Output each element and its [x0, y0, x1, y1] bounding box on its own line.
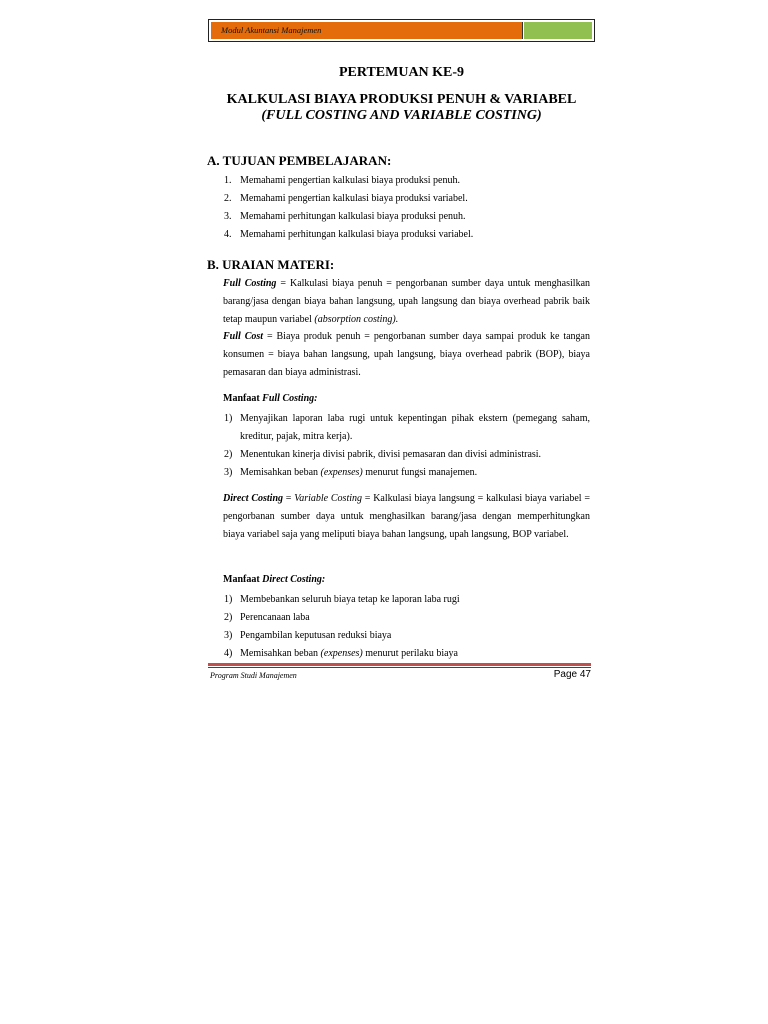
paragraph-text: = Kalkulasi biaya langsung = kalkulasi biaya variabel = pengorbanan sumber daya untuk menghasilkan barang/jasa dengan memperhitungkan biaya variabel saja yang meliputi biaya bahan langsung, upah langsung, BOP variabel. [223, 493, 591, 540]
list-item [224, 609, 590, 627]
footer-program: Program Studi Manajemen [210, 671, 297, 680]
list-item [224, 211, 594, 229]
list-item [224, 627, 590, 645]
list-number: 1) [224, 413, 233, 424]
list-item [224, 193, 594, 211]
paragraph-italic: (absorption costing). [314, 314, 399, 325]
footer-rule [208, 663, 591, 666]
equals-sign: = [283, 493, 295, 504]
term-variable-costing: Variable Costing [294, 493, 363, 504]
meeting-title: PERTEMUAN KE-9 [338, 65, 465, 80]
list-number: 1. [224, 175, 232, 186]
list-text [240, 464, 590, 482]
header-orange-band [211, 22, 523, 39]
list-number: 2) [224, 449, 233, 460]
list-item [224, 591, 590, 609]
list-text: Membebankan seluruh biaya tetap ke laporan laba rugi [240, 594, 460, 605]
main-title: KALKULASI BIAYA PRODUKSI PENUH & VARIABEL [226, 92, 577, 107]
subhead-term: Direct Costing: [262, 574, 326, 585]
sub-title: (FULL COSTING AND VARIABLE COSTING) [261, 108, 542, 123]
paragraph-text: = Biaya produk penuh = pengorbanan sumber daya sampai produk ke tangan konsumen = biaya bahan langsung, upah langsung, biaya overhead pabrik (BOP), biaya pemasaran dan biaya administrasi. [223, 331, 590, 378]
list-number: 3) [224, 467, 233, 478]
list-number: 3. [224, 211, 232, 222]
paragraph-text: = Kalkulasi biaya penuh = pengorbanan sumber daya untuk menghasilkan barang/jasa dengan biaya bahan langsung, upah langsung dan biaya overhead pabrik baik tetap maupun variabel [223, 278, 591, 325]
list-text: Menentukan kinerja divisi pabrik, divisi pemasaran dan divisi administrasi. [240, 449, 542, 460]
list-item [224, 410, 590, 446]
text-segment: menurut fungsi manajemen. [362, 467, 478, 478]
manfaat-full-costing-heading [223, 393, 317, 404]
term-full-cost: Full Cost [223, 331, 264, 342]
subhead-prefix: Manfaat [223, 574, 263, 585]
manfaat-direct-costing-heading [223, 574, 325, 585]
list-text: Memahami pengertian kalkulasi biaya produksi penuh. [240, 175, 460, 186]
full-cost-paragraph [223, 328, 590, 382]
term-full-costing: Full Costing [223, 278, 277, 289]
subhead-prefix: Manfaat [223, 393, 263, 404]
text-segment: menurut perilaku biaya [362, 648, 458, 659]
list-item [224, 645, 590, 663]
list-text: Pengambilan keputusan reduksi biaya [240, 630, 392, 641]
running-header [208, 19, 595, 42]
header-title: Modul Akuntansi Manajemen [221, 25, 322, 35]
text-italic: (expenses) [320, 648, 363, 659]
list-item [224, 464, 590, 482]
list-number: 3) [224, 630, 233, 641]
term-direct-costing: Direct Costing [223, 493, 284, 504]
list-item [224, 229, 594, 247]
list-text: Memahami perhitungan kalkulasi biaya produksi variabel. [240, 229, 474, 240]
footer-rule-thin [208, 667, 591, 668]
section-a-heading: A. TUJUAN PEMBELAJARAN: [207, 153, 392, 168]
full-costing-paragraph [223, 275, 590, 329]
list-text: Menyajikan laporan laba rugi untuk kepentingan pihak ekstern (pemegang saham, kreditur, pajak, mitra kerja). [240, 413, 590, 442]
list-number: 1) [224, 594, 233, 605]
manfaat-direct-list [224, 591, 590, 663]
list-text: Perencanaan laba [240, 612, 310, 623]
text-segment: Memisahkan beban [240, 467, 321, 478]
list-text: Memahami perhitungan kalkulasi biaya produksi penuh. [240, 211, 466, 222]
list-text: Memahami pengertian kalkulasi biaya produksi variabel. [240, 193, 468, 204]
text-italic: (expenses) [320, 467, 363, 478]
subhead-term: Full Costing: [262, 393, 318, 404]
list-number: 2. [224, 193, 232, 204]
section-b-heading: B. URAIAN MATERI: [207, 257, 335, 272]
manfaat-full-list [224, 410, 590, 482]
header-green-band [524, 22, 592, 39]
list-number: 2) [224, 612, 233, 623]
list-item [224, 175, 594, 193]
objectives-list [224, 175, 594, 247]
text-segment: Memisahkan beban [240, 648, 321, 659]
list-item [224, 446, 590, 464]
list-number: 4) [224, 648, 233, 659]
list-text [240, 645, 590, 663]
list-number: 4. [224, 229, 232, 240]
direct-costing-paragraph [223, 490, 590, 544]
page-number: Page 47 [553, 669, 591, 680]
